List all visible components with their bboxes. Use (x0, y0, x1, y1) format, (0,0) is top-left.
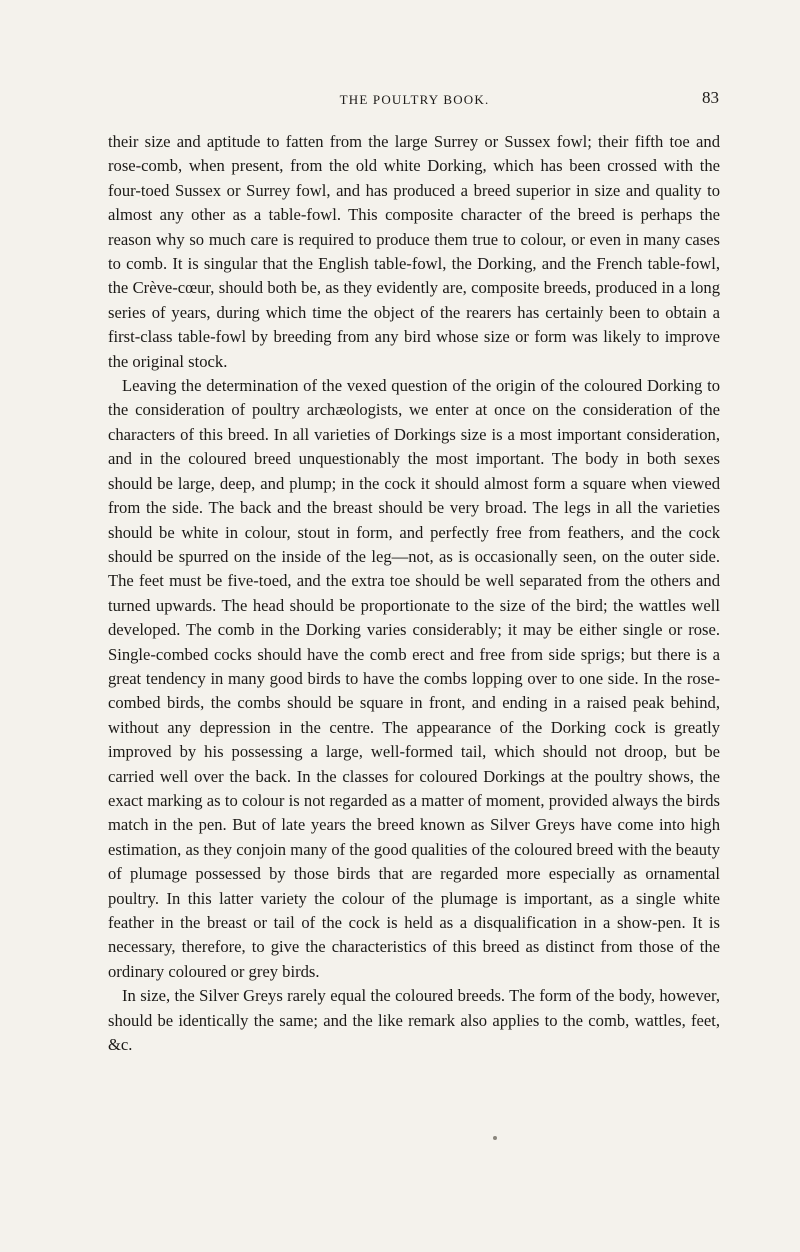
page-number: 83 (702, 88, 719, 107)
body-text (108, 130, 720, 1057)
paragraph-1: their size and aptitude to fatten from the large Surrey or Sussex fowl; their fifth toe and rose-comb, when present, from the old white Dorking, which has been crossed with the four-toed Sussex or Surrey fowl, and has produced a breed superior in size and quality to almost any other as a table-fowl. This composite character of the breed is perhaps the reason why so much care is required to produce them true to colour, or even in many cases to comb. It is singular that the English table-fowl, the Dorking, and the French table-fowl, the Crève-cœur, should both be, as they evidently are, composite breeds, produced in a long series of years, during which time the object of the rearers has certainly been to obtain a first-class table-fowl by breeding from any bird whose size or form was likely to improve the original stock. (108, 132, 720, 371)
ink-speck (493, 1136, 497, 1140)
paragraph-2: Leaving the determination of the vexed question of the origin of the coloured Dorking to the consideration of poultry archæologists, we enter at once on the consideration of the characters of this breed. In all varieties of Dorkings size is a most important consideration, and in the coloured breed unquestionably the most important. The body in both sexes should be large, deep, and plump; in the cock it should almost form a square when viewed from the side. The back and the breast should be very broad. The legs in all the varieties should be white in colour, stout in form, and perfectly free from feathers, and the cock should be spurred on the inside of the leg—not, as is occasionally seen, on the outer side. The feet must be five-toed, and the extra toe should be well separated from the others and turned upwards. The head should be proportionate to the size of the bird; the wattles well developed. The comb in the Dorking varies considerably; it may be either single or rose. Single-combed cocks should have the comb erect and free from side sprigs; but there is a great tendency in many good birds to have the combs lopping over to one side. In the rose-combed birds, the combs should be square in front, and ending in a raised peak behind, without any depression in the centre. The appearance of the Dorking cock is greatly improved by his possessing a large, well-formed tail, which should not droop, but be carried well over the back. In the classes for coloured Dorkings at the poultry shows, the exact marking as to colour is not regarded as a matter of moment, provided always the birds match in the pen. But of late years the breed known as Silver Greys have come into high estimation, as they conjoin many of the good qualities of the coloured breed with the beauty of plumage possessed by those birds that are regarded more especially as ornamental poultry. In this latter variety the colour of the plumage is important, as a single white feather in the breast or tail of the cock is held as a disqualification in a show-pen. It is necessary, therefore, to give the characteristics of this breed as distinct from those of the ordinary coloured or grey birds. (108, 376, 720, 981)
running-head (110, 88, 719, 114)
paragraph-3: In size, the Silver Greys rarely equal the coloured breeds. The form of the body, however, should be identically the same; and the like remark also applies to the comb, wattles, feet, &c. (108, 986, 720, 1055)
running-title: THE POULTRY BOOK. (339, 92, 490, 107)
